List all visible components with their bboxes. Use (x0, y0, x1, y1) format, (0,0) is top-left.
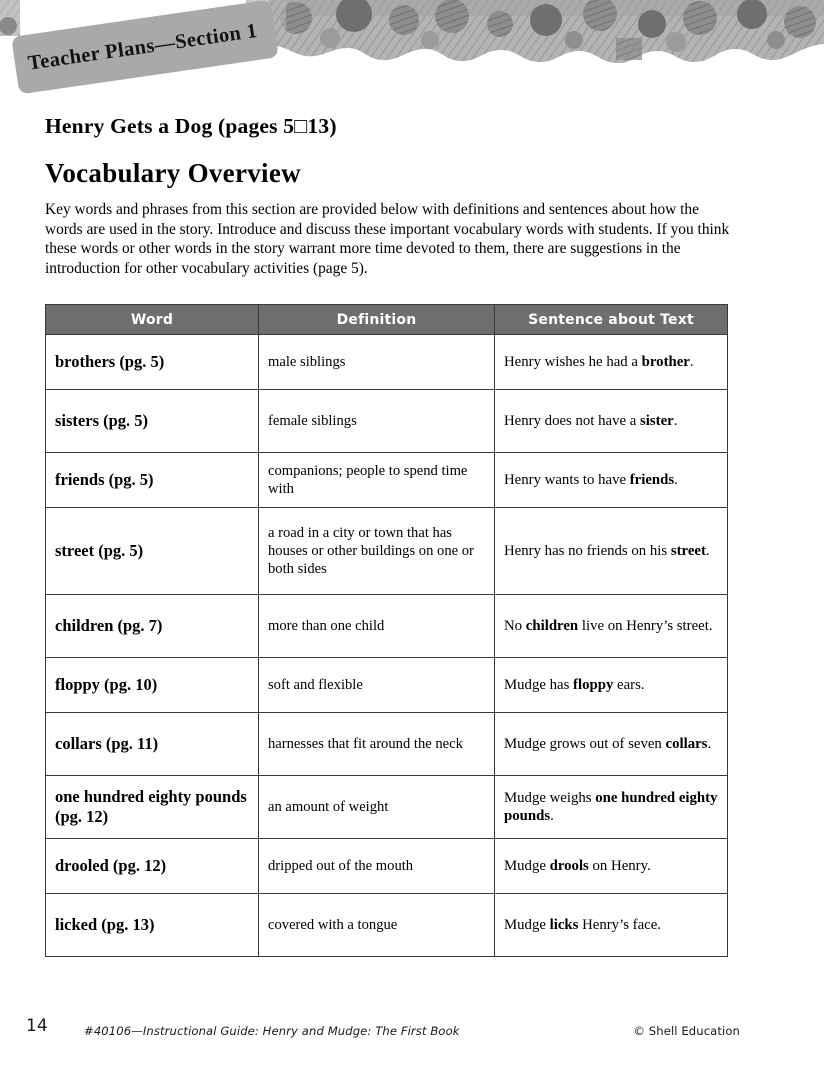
sentence-pre: Mudge has (504, 677, 574, 693)
page-title: Vocabulary Overview (45, 158, 301, 188)
table-row (46, 453, 728, 508)
sentence-keyword: licks (549, 917, 579, 933)
table-row (46, 658, 728, 713)
cell-definition: more than one child (259, 595, 495, 658)
cell-definition: companions; people to spend time with (259, 453, 495, 508)
cell-word: children (pg. 7) (46, 595, 259, 658)
sentence-keyword: friends (629, 472, 675, 488)
cell-definition: an amount of weight (259, 776, 495, 839)
cell-definition: female siblings (259, 390, 495, 453)
cell-definition: dripped out of the mouth (259, 839, 495, 894)
column-header-sentence: Sentence about Text (495, 305, 728, 335)
sentence-pre: Henry wishes he had a (504, 354, 642, 370)
page-number: 14 (26, 1016, 48, 1036)
sentence-keyword: one hundred eighty pounds (504, 790, 718, 824)
vocabulary-table (45, 304, 728, 957)
cell-sentence (495, 390, 728, 453)
cell-sentence (495, 335, 728, 390)
table-row (46, 894, 728, 957)
cell-sentence (495, 508, 728, 595)
table-header-row (46, 305, 728, 335)
cell-word: brothers (pg. 5) (46, 335, 259, 390)
column-header-word: Word (46, 305, 259, 335)
sentence-post: . (689, 354, 694, 370)
table-row (46, 839, 728, 894)
cell-sentence (495, 658, 728, 713)
sentence-pre: Mudge (504, 858, 550, 874)
cell-sentence (495, 713, 728, 776)
sentence-pre: Henry does not have a (504, 413, 641, 429)
cell-definition: male siblings (259, 335, 495, 390)
table-row (46, 335, 728, 390)
cell-definition: harnesses that fit around the neck (259, 713, 495, 776)
footer-publication-info: #40106—Instructional Guide: Henry and Mudge: The First Book (84, 1024, 460, 1038)
table-header (46, 305, 728, 335)
cell-definition: a road in a city or town that has houses or other buildings on one or both sides (259, 508, 495, 595)
intro-paragraph: Key words and phrases from this section are provided below with definitions and sentences about how the words are used in the story. Introduce and discuss these important vocabulary words with students. If you think these words or other words in the story warrant more time devoted to them, there are suggestions in the introduction for other vocabulary activities (page 5). (45, 201, 730, 277)
sentence-post: . (674, 472, 678, 488)
sentence-keyword: collars (665, 736, 708, 752)
sentence-keyword: street (670, 543, 706, 559)
sentence-keyword: floppy (573, 677, 614, 693)
cell-sentence (495, 453, 728, 508)
sentence-pre: Mudge (504, 917, 550, 933)
cell-word: friends (pg. 5) (46, 453, 259, 508)
sentence-pre: Henry wants to have (504, 472, 630, 488)
sentence-keyword: children (525, 618, 579, 634)
sentence-pre: Mudge weighs (504, 790, 596, 806)
table-row (46, 713, 728, 776)
footer-copyright: © Shell Education (633, 1024, 740, 1038)
sentence-post: ears. (613, 677, 645, 693)
sentence-post: on Henry. (588, 858, 651, 874)
cell-word: drooled (pg. 12) (46, 839, 259, 894)
cell-word: floppy (pg. 10) (46, 658, 259, 713)
cell-word: sisters (pg. 5) (46, 390, 259, 453)
cell-sentence (495, 595, 728, 658)
sentence-post: . (707, 736, 712, 752)
table-row (46, 776, 728, 839)
sentence-keyword: sister (640, 413, 674, 429)
cell-word: street (pg. 5) (46, 508, 259, 595)
sentence-keyword: drools (549, 858, 589, 874)
sentence-post: live on Henry’s street. (578, 618, 713, 634)
sentence-post: . (705, 543, 710, 559)
sentence-pre: Henry has no friends on his (504, 543, 671, 559)
sentence-post: . (550, 808, 554, 824)
column-header-definition: Definition (259, 305, 495, 335)
table-body (46, 335, 728, 957)
cell-word: one hundred eighty pounds (pg. 12) (46, 776, 259, 839)
story-title: Henry Gets a Dog (pages 5□13) (45, 114, 337, 138)
sentence-keyword: brother (641, 354, 690, 370)
cell-sentence (495, 839, 728, 894)
sentence-post: Henry’s face. (578, 917, 661, 933)
cell-sentence (495, 776, 728, 839)
table-row (46, 595, 728, 658)
table-row (46, 390, 728, 453)
table-row (46, 508, 728, 595)
section-tab-label: Teacher Plans—Section 1 (26, 19, 259, 75)
sentence-pre: No (504, 618, 526, 634)
cell-word: collars (pg. 11) (46, 713, 259, 776)
cell-definition: soft and flexible (259, 658, 495, 713)
cell-definition: covered with a tongue (259, 894, 495, 957)
sentence-pre: Mudge grows out of seven (504, 736, 666, 752)
cell-word: licked (pg. 13) (46, 894, 259, 957)
cell-sentence (495, 894, 728, 957)
sentence-post: . (673, 413, 678, 429)
